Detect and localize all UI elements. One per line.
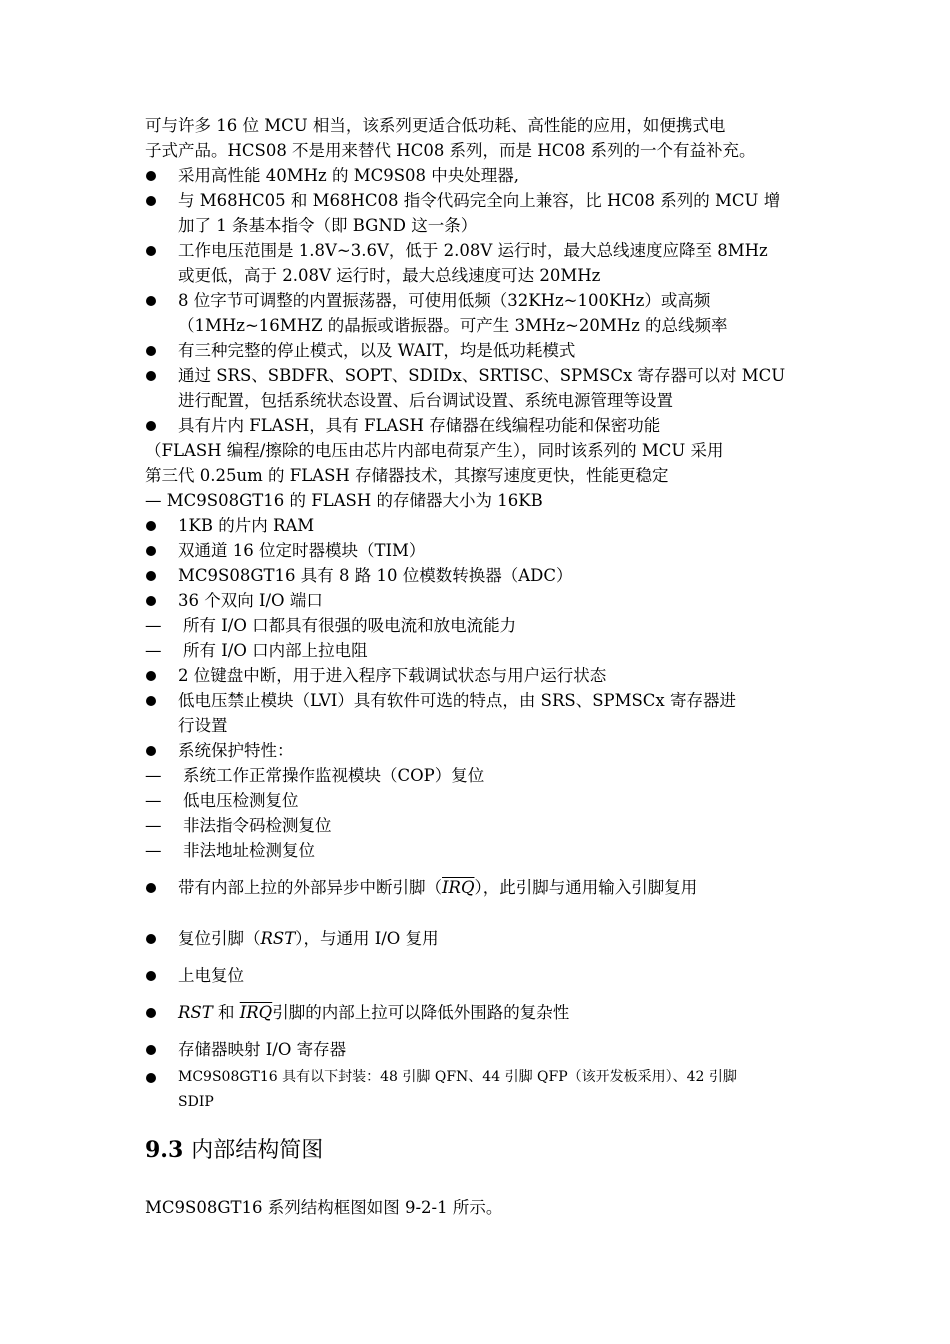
feature-protection: 系统保护特性： (145, 738, 815, 763)
bullet-icon (146, 296, 156, 306)
section-heading (145, 1133, 815, 1167)
protect-lvd: — 低电压检测复位 (145, 791, 299, 810)
feature-adc: MC9S08GT16 具有 8 路 10 位模数转换器（ADC） (145, 563, 815, 588)
feature-compat-cont: 加了 1 条基本指令（即 BGND 这一条） (178, 216, 478, 235)
intro-line-1: 可与许多 16 位 MCU 相当，该系列更适合低功耗、高性能的应用，如便携式电 (145, 116, 726, 135)
bullet-icon (146, 883, 156, 893)
bullet-icon (146, 546, 156, 556)
feature-lvi-cont: 行设置 (178, 716, 228, 735)
protect-cop: — 系统工作正常操作监视模块（COP）复位 (145, 766, 485, 785)
feature-por: 上电复位 (145, 963, 815, 988)
feature-ram: 1KB 的片内 RAM (145, 513, 815, 538)
feature-voltage-cont: 或更低，高于 2.08V 运行时，最大总线速度可达 20MHz (178, 266, 601, 285)
feature-cpu: 采用高性能 40MHz 的 MC9S08 中央处理器, (145, 163, 815, 188)
bullet-icon (146, 196, 156, 206)
section-number: 9.3 (145, 1137, 184, 1163)
flash-line-3: 第三代 0.25um 的 FLASH 存储器技术，其擦写速度更快，性能更稳定 (145, 466, 669, 485)
bullet-icon (146, 171, 156, 181)
feature-pullups: RST 和 $\overline{IRQ}$引脚的内部上拉可以降低外围路的复杂性 (145, 1000, 815, 1025)
feature-registers: 通过 SRS、SBDFR、SOPT、SDIDx、SRTISC、SPMSCx 寄存器可以对 MCU (145, 363, 815, 388)
feature-flash: 具有片内 FLASH，具有 FLASH 存储器在线编程功能和保密功能 (145, 413, 815, 438)
feature-irq: 带有内部上拉的外部异步中断引脚$(\overline{IRQ})$，此引脚与通用输入引脚复用 (145, 875, 815, 900)
feature-io: 36 个双向 I/O 端口 (145, 588, 815, 613)
protect-illegal-opcode: — 非法指令码检测复位 (145, 816, 332, 835)
document-body (145, 113, 815, 1220)
feature-oscillator-cont: （1MHz~16MHZ 的晶振或谐振器。可产生 3MHz~20MHz 的总线频率 (178, 316, 728, 335)
feature-keyboard: 2 位键盘中断，用于进入程序下载调试状态与用户运行状态 (145, 663, 815, 688)
flash-line-2: （FLASH 编程/擦除的电压由芯片内部电荷泵产生），同时该系列的 MCU 采用 (145, 441, 724, 460)
feature-oscillator: 8 位字节可调整的内置振荡器，可使用低频（32KHz~100KHz）或高频 (145, 288, 815, 313)
bullet-icon (146, 371, 156, 381)
bullet-icon (146, 596, 156, 606)
intro-line-2: 子式产品。HCS08 不是用来替代 HC08 系列，而是 HC08 系列的一个有益补充。 (145, 141, 756, 160)
bullet-icon (146, 1045, 156, 1055)
bullet-icon (146, 1008, 156, 1018)
bullet-icon (146, 521, 156, 531)
feature-stop-modes: 有三种完整的停止模式，以及 WAIT，均是低功耗模式 (145, 338, 815, 363)
feature-packages: MC9S08GT16 具有以下封装：48 引脚 QFN、44 引脚 QFP（该开发板采用）、42 引脚 (145, 1065, 815, 1090)
bullet-icon (146, 246, 156, 256)
flash-size: — MC9S08GT16 的 FLASH 的存储器大小为 16KB (145, 491, 543, 510)
feature-voltage: 工作电压范围是 1.8V~3.6V，低于 2.08V 运行时，最大总线速度应降至 8MHz (145, 238, 815, 263)
feature-packages-cont: SDIP (178, 1094, 214, 1110)
bullet-icon (146, 934, 156, 944)
bullet-icon (146, 696, 156, 706)
bullet-icon (146, 571, 156, 581)
bullet-icon (146, 346, 156, 356)
io-sub-pullup: — 所有 I/O 口内部上拉电阻 (145, 641, 368, 660)
io-sub-current: — 所有 I/O 口都具有很强的吸电流和放电流能力 (145, 616, 517, 635)
bullet-icon (146, 421, 156, 431)
feature-memory-map: 存储器映射 I/O 寄存器 (145, 1037, 815, 1062)
feature-reset-pin: 复位引脚（RST），与通用 I/O 复用 (145, 926, 815, 951)
feature-lvi: 低电压禁止模块（LVI）具有软件可选的特点，由 SRS、SPMSCx 寄存器进 (145, 688, 815, 713)
bullet-icon (146, 971, 156, 981)
feature-compat: 与 M68HC05 和 M68HC08 指令代码完全向上兼容，比 HC08 系列的 MCU 增 (145, 188, 815, 213)
figure-reference: MC9S08GT16 系列结构框图如图 9-2-1 所示。 (145, 1198, 503, 1217)
bullet-icon (146, 1073, 156, 1083)
section-title: 内部结构简图 (191, 1138, 324, 1163)
protect-illegal-address: — 非法地址检测复位 (145, 841, 315, 860)
feature-timer: 双通道 16 位定时器模块（TIM） (145, 538, 815, 563)
bullet-icon (146, 746, 156, 756)
bullet-icon (146, 671, 156, 681)
feature-registers-cont: 进行配置，包括系统状态设置、后台调试设置、系统电源管理等设置 (178, 391, 673, 410)
